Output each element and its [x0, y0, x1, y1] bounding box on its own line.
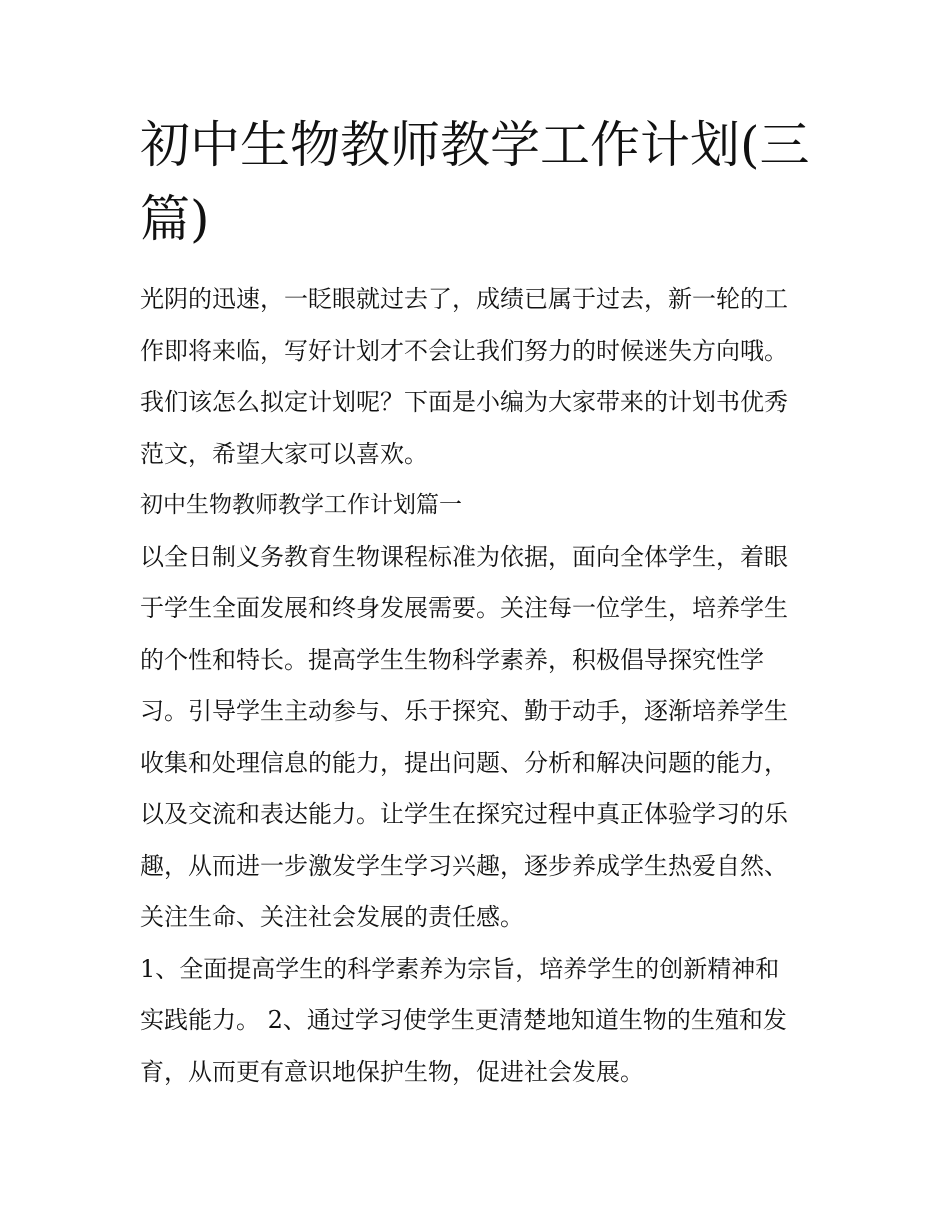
section-heading: 初中生物教师教学工作计划篇一 — [140, 492, 462, 518]
paragraph-line: 育，从而更有意识地保护生物，促进社会发展。 — [140, 1057, 644, 1086]
intro-line: 光阴的迅速，一眨眼就过去了，成绩已属于过去，新一轮的工 — [140, 285, 788, 313]
title-line-2: 篇) — [140, 190, 210, 248]
intro-line: 我们该怎么拟定计划呢？下面是小编为大家带来的计划书优秀 — [140, 388, 788, 416]
paragraph-line: 习。引导学生主动参与、乐于探究、勤于动手，逐渐培养学生 — [140, 697, 788, 725]
paragraph-line: 关注生命、关注社会发展的责任感。 — [140, 903, 524, 931]
document-page — [140, 108, 812, 1098]
document-title — [140, 108, 812, 256]
paragraph-line: 1、全面提高学生的科学素养为宗旨，培养学生的创新精神和 — [140, 954, 780, 983]
paragraph-line: 于学生全面发展和终身发展需要。关注每一位学生，培养学生 — [140, 594, 788, 622]
paragraph-line: 趣，从而进一步激发学生学习兴趣，逐步养成学生热爱自然、 — [140, 851, 788, 880]
intro-line: 范文，希望大家可以喜欢。 — [140, 439, 428, 468]
body-paragraph-1 — [140, 532, 812, 944]
title-line-1: 初中生物教师教学工作计划(三 — [140, 116, 810, 174]
intro-paragraph — [140, 274, 812, 480]
paragraph-line: 的个性和特长。提高学生生物科学素养，积极倡导探究性学 — [140, 645, 764, 674]
paragraph-line: 以及交流和表达能力。让学生在探究过程中真正体验学习的乐 — [140, 800, 788, 828]
body-paragraph-2 — [140, 944, 812, 1099]
paragraph-line: 以全日制义务教育生物课程标准为依据，面向全体学生，着眼 — [140, 542, 788, 571]
intro-line: 作即将来临，写好计划才不会让我们努力的时候迷失方向哦。 — [140, 336, 788, 365]
paragraph-line: 实践能力。 2、通过学习使学生更清楚地知道生物的生殖和发 — [140, 1006, 787, 1034]
paragraph-line: 收集和处理信息的能力，提出问题、分析和解决问题的能力， — [140, 748, 788, 777]
